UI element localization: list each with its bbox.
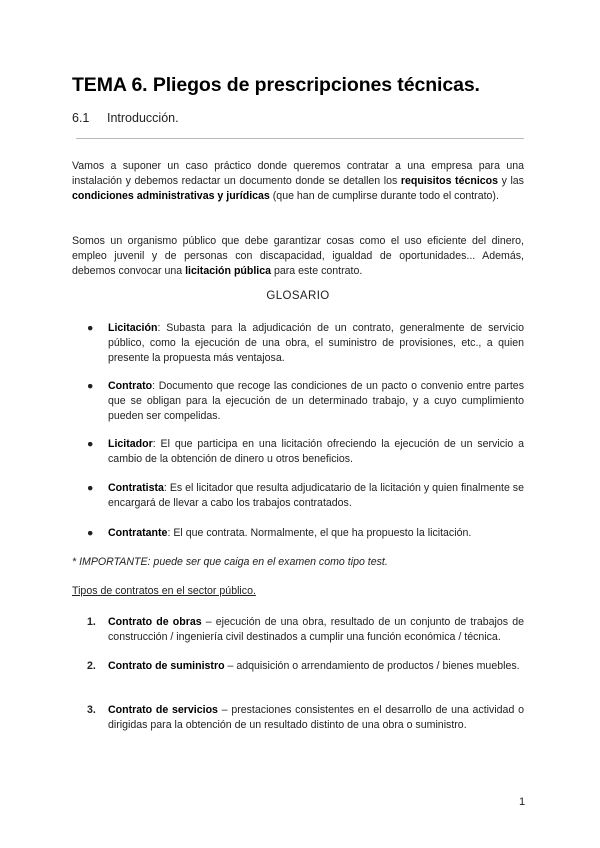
glossary-term: Contrato [108, 380, 153, 392]
glossary-term: Contratista [108, 482, 164, 494]
paragraph-text: Somos un organismo público que debe garantizar cosas como el uso eficiente del dinero, empleo juvenil y de personas con discapacidad, igualdad de oportunidades... Además, debemos convocar una [72, 235, 524, 278]
glossary-definition: : El que participa en una licitación ofreciendo la ejecución de un servicio a cambio de la obtención de dinero u otros beneficios. [108, 438, 524, 466]
contract-type-description: – ejecución de una obra, resultado de un conjunto de trabajos de construcción / ingeniería civil destinados a cumplir una función económica / técnica. [108, 616, 524, 644]
contract-type-description: – adquisición o arrendamiento de productos / bienes muebles. [224, 660, 520, 672]
paragraph-bold-text: condiciones administrativas y jurídicas [72, 190, 270, 203]
contract-type-item [87, 659, 524, 674]
list-number: 2. [87, 660, 96, 672]
paragraph-text: (que han de cumplirse durante todo el contrato). [269, 190, 499, 203]
bullet-icon: ● [87, 322, 94, 334]
glossary-item [87, 481, 524, 511]
bullet-icon: ● [87, 482, 94, 494]
glossary-item [87, 437, 524, 467]
glossary-item [87, 526, 524, 541]
glossary-term: Licitación [108, 322, 158, 334]
glossary-item [87, 379, 524, 425]
contract-type-item [87, 615, 524, 645]
section-number: 6.1 [72, 111, 90, 125]
section-divider [76, 138, 524, 139]
bullet-icon: ● [87, 438, 94, 450]
contract-type-term: Contrato de suministro [108, 660, 225, 672]
glossary-heading: GLOSARIO [266, 290, 330, 302]
list-number: 1. [87, 616, 96, 628]
intro-paragraph [72, 159, 524, 205]
paragraph-text: Vamos a suponer un caso práctico donde queremos contratar a una empresa para una instalación y debemos redactar un documento donde se detallen los [72, 160, 524, 188]
paragraph-bold-text: requisitos técnicos [400, 175, 499, 188]
glossary-definition: : Documento que recoge las condiciones de un pacto o convenio entre partes que se obligan para la ejecución de un determinado trabajo, y a cuyo cumplimiento pueden ser compelidas. [108, 380, 524, 423]
section-title: Introducción. [107, 111, 179, 125]
page-title: TEMA 6. Pliegos de prescripciones técnicas. [72, 74, 480, 96]
contract-types-heading: Tipos de contratos en el sector público. [72, 585, 256, 597]
glossary-definition: : El que contrata. Normalmente, el que ha propuesto la licitación. [167, 527, 472, 539]
paragraph-text: y las [498, 175, 524, 188]
section-heading [72, 111, 179, 125]
glossary-definition: : Es el licitador que resulta adjudicatario de la licitación y quien finalmente se encargará de llevar a cabo los trabajos contratados. [108, 482, 524, 510]
contract-type-description: – prestaciones consistentes en el desarrollo de una actividad o dirigidas para la obtención de un resultado distinto de una obra o suministro. [108, 704, 524, 732]
bullet-icon: ● [87, 380, 94, 392]
bullet-icon: ● [87, 527, 94, 539]
paragraph-bold-text: licitación pública [185, 265, 272, 278]
contract-type-term: Contrato de servicios [108, 704, 218, 716]
contract-type-term: Contrato de obras [108, 616, 202, 628]
important-note: * IMPORTANTE: puede ser que caiga en el examen como tipo test. [72, 556, 388, 568]
glossary-term: Licitador [108, 438, 153, 450]
contract-type-item [87, 703, 524, 733]
glossary-term: Contratante [108, 527, 168, 539]
paragraph-text: para este contrato. [271, 265, 363, 278]
context-paragraph [72, 234, 524, 280]
list-number: 3. [87, 704, 96, 716]
page-number: 1 [519, 796, 526, 808]
glossary-definition: : Subasta para la adjudicación de un contrato, generalmente de servicio público, como la ejecución de una obra, el suministro de provisiones, etc., a quien presente la propuesta más ventajosa. [108, 322, 524, 365]
glossary-item [87, 321, 524, 367]
